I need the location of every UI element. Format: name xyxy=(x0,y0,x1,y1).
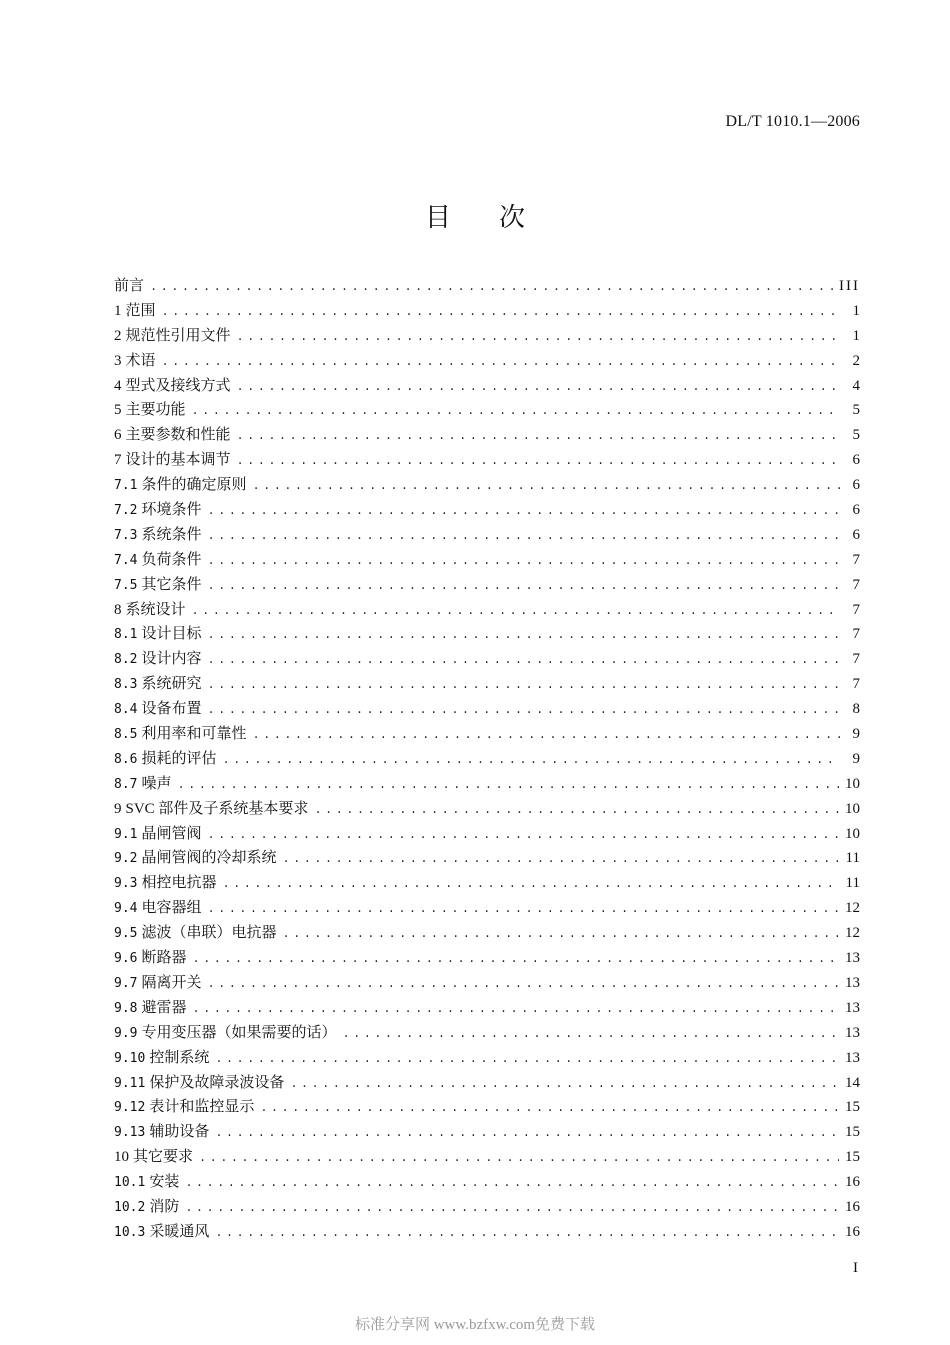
toc-entry[interactable] xyxy=(114,548,860,573)
toc-entry-page: 10 xyxy=(845,800,860,817)
toc-dot-leader xyxy=(208,897,840,922)
toc-dot-leader xyxy=(283,922,840,947)
toc-dot-leader xyxy=(208,524,841,549)
toc-entry-label: SVC 部件及子系统基本要求 xyxy=(125,800,309,817)
toc-entry-page: 1 xyxy=(852,302,860,319)
toc-entry-number: 5 xyxy=(114,402,122,419)
toc-title-char-2: 次 xyxy=(499,203,526,233)
toc-entry-page: 10 xyxy=(845,775,860,792)
toc-entry-number: 7.2 xyxy=(114,503,138,519)
toc-entry-number: 1 xyxy=(114,302,122,319)
toc-entry-label: 电容器组 xyxy=(141,900,202,917)
toc-dot-leader xyxy=(215,1121,839,1146)
toc-entry[interactable] xyxy=(114,598,860,623)
toc-entry-number: 8.5 xyxy=(114,727,138,743)
toc-entry-page: 12 xyxy=(845,900,860,917)
toc-entry[interactable] xyxy=(114,473,860,498)
toc-dot-leader xyxy=(193,947,840,972)
toc-entry-label: 避雷器 xyxy=(141,999,187,1016)
toc-entry[interactable] xyxy=(114,1046,860,1071)
toc-dot-leader xyxy=(208,972,840,997)
toc-dot-leader xyxy=(237,375,840,400)
toc-entry-number: 9.3 xyxy=(114,876,138,892)
toc-entry-label: 保护及故障录波设备 xyxy=(149,1074,285,1091)
toc-entry-number: 9.4 xyxy=(114,901,138,917)
toc-entry[interactable] xyxy=(114,1071,860,1096)
toc-entry-label: 型式及接线方式 xyxy=(125,377,231,394)
toc-entry[interactable] xyxy=(114,797,860,822)
toc-dot-leader xyxy=(208,823,840,848)
toc-entry[interactable] xyxy=(114,896,860,921)
toc-entry-page: 16 xyxy=(845,1174,860,1191)
toc-entry[interactable] xyxy=(114,573,860,598)
toc-entry-label: 其它条件 xyxy=(141,576,202,593)
toc-entry[interactable] xyxy=(114,747,860,772)
toc-entry[interactable] xyxy=(114,971,860,996)
toc-entry-label: 负荷条件 xyxy=(141,551,202,568)
toc-entry[interactable] xyxy=(114,523,860,548)
toc-entry-page: 6 xyxy=(852,502,860,519)
toc-dot-leader xyxy=(253,474,841,499)
toc-entry-label: 设备布置 xyxy=(141,701,202,718)
toc-dot-leader xyxy=(223,748,841,773)
toc-entry-page: III xyxy=(839,278,860,294)
toc-entry-page: 13 xyxy=(845,1049,860,1066)
toc-dot-leader xyxy=(283,847,840,872)
toc-entry-label: 设计内容 xyxy=(141,651,202,668)
toc-dot-leader xyxy=(208,499,841,524)
toc-entry-number: 8.6 xyxy=(114,751,138,767)
toc-entry-page: 6 xyxy=(852,526,860,543)
toc-entry-label: 系统设计 xyxy=(125,601,186,618)
toc-entry-number: 9 xyxy=(114,800,122,817)
toc-entry-label: 滤波（串联）电抗器 xyxy=(141,925,277,942)
toc-entry-number: 9.1 xyxy=(114,826,138,842)
toc-dot-leader xyxy=(237,449,840,474)
toc-entry-page: 11 xyxy=(845,875,860,892)
toc-entry-number: 9.8 xyxy=(114,1000,138,1016)
toc-entry-label: 范围 xyxy=(125,302,156,319)
page-folio: I xyxy=(853,1260,858,1276)
toc-entry-label: 专用变压器（如果需要的话） xyxy=(141,1024,337,1041)
toc-dot-leader xyxy=(185,1171,839,1196)
toc-entry[interactable] xyxy=(114,1170,860,1195)
toc-entry-page: 11 xyxy=(845,850,860,867)
toc-entry[interactable] xyxy=(114,448,860,473)
toc-entry[interactable] xyxy=(114,1195,860,1220)
toc-entry-page: 7 xyxy=(852,551,860,568)
toc-entry-number: 9.5 xyxy=(114,926,138,942)
toc-entry-number: 9.6 xyxy=(114,951,138,967)
toc-dot-leader xyxy=(208,549,841,574)
toc-entry[interactable] xyxy=(114,374,860,399)
toc-entry-number: 9.7 xyxy=(114,975,138,991)
toc-entry-page: 13 xyxy=(845,950,860,967)
toc-dot-leader xyxy=(208,623,841,648)
toc-entry-page: 9 xyxy=(852,726,860,743)
toc-dot-leader xyxy=(208,698,841,723)
toc-entry-label: 晶闸管阀 xyxy=(141,825,202,842)
toc-entry-label: 隔离开关 xyxy=(141,974,202,991)
toc-entry[interactable] xyxy=(114,871,860,896)
toc-entry-label: 术语 xyxy=(125,352,156,369)
toc-entry[interactable] xyxy=(114,274,860,299)
toc-entry-number: 3 xyxy=(114,352,122,369)
toc-entry-page: 14 xyxy=(845,1074,860,1091)
toc-entry-number: 8.4 xyxy=(114,702,138,718)
toc-entry-page: 7 xyxy=(852,676,860,693)
toc-entry-page: 4 xyxy=(852,377,860,394)
toc-entry[interactable] xyxy=(114,672,860,697)
toc-entry-label: 安装 xyxy=(149,1174,180,1191)
toc-entry-label: 相控电抗器 xyxy=(141,875,217,892)
toc-entry-number: 9.13 xyxy=(114,1125,146,1141)
document-code: DL/T 1010.1—2006 xyxy=(725,113,860,130)
toc-entry-page: 6 xyxy=(852,452,860,469)
toc-dot-leader xyxy=(343,1022,840,1047)
toc-entry-number: 9.12 xyxy=(114,1100,146,1116)
toc-entry-label: 系统研究 xyxy=(141,676,202,693)
toc-entry-number: 10.1 xyxy=(114,1175,146,1191)
watermark-text: 标准分享网 www.bzfxw.com免费下载 xyxy=(354,1317,596,1333)
toc-entry[interactable] xyxy=(114,498,860,523)
toc-entry-label: 噪声 xyxy=(141,775,172,792)
toc-entry-number: 6 xyxy=(114,427,122,444)
toc-entry-page: 13 xyxy=(845,1024,860,1041)
toc-entry-number: 9.10 xyxy=(114,1050,146,1066)
toc-entry-number: 8.7 xyxy=(114,776,138,792)
toc-dot-leader xyxy=(199,1146,839,1171)
toc-entry-label: 晶闸管阀的冷却系统 xyxy=(141,850,277,867)
toc-entry[interactable] xyxy=(114,398,860,423)
toc-entry-label: 规范性引用文件 xyxy=(125,327,231,344)
toc-entry[interactable] xyxy=(114,1145,860,1170)
toc-entry-label: 主要功能 xyxy=(125,402,186,419)
toc-dot-leader xyxy=(185,1196,839,1221)
toc-dot-leader xyxy=(150,275,833,300)
toc-entry-label: 前言 xyxy=(114,278,145,294)
toc-entry-page: 2 xyxy=(852,352,860,369)
toc-entry-label: 损耗的评估 xyxy=(141,750,217,767)
toc-entry-number: 8.2 xyxy=(114,652,138,668)
toc-dot-leader xyxy=(178,773,840,798)
toc-dot-leader xyxy=(223,872,840,897)
toc-entry[interactable] xyxy=(114,1120,860,1145)
toc-entry-number: 10.2 xyxy=(114,1199,146,1215)
toc-entry-number: 8 xyxy=(114,601,122,618)
toc-dot-leader xyxy=(260,1096,839,1121)
toc-entry-number: 7.4 xyxy=(114,552,138,568)
toc-dot-leader xyxy=(192,399,840,424)
toc-entry-page: 7 xyxy=(852,601,860,618)
toc-entry-label: 利用率和可靠性 xyxy=(141,726,247,743)
toc-entry-page: 13 xyxy=(845,974,860,991)
toc-dot-leader xyxy=(208,648,841,673)
toc-dot-leader xyxy=(314,798,839,823)
toc-entry[interactable] xyxy=(114,622,860,647)
toc-entry-page: 15 xyxy=(845,1124,860,1141)
toc-entry-number: 10.3 xyxy=(114,1224,146,1240)
toc-entry-page: 5 xyxy=(852,427,860,444)
toc-entry-label: 设计的基本调节 xyxy=(125,452,231,469)
toc-dot-leader xyxy=(162,350,840,375)
toc-entry[interactable] xyxy=(114,772,860,797)
toc-dot-leader xyxy=(253,723,841,748)
toc-entry[interactable] xyxy=(114,1095,860,1120)
toc-entry-number: 4 xyxy=(114,377,122,394)
toc-entry-page: 1 xyxy=(852,327,860,344)
toc-entry-number: 9.2 xyxy=(114,851,138,867)
toc-entry-page: 5 xyxy=(852,402,860,419)
toc-dot-leader xyxy=(193,997,840,1022)
toc-entry-label: 采暖通风 xyxy=(149,1223,210,1240)
toc-entry-number: 7 xyxy=(114,452,122,469)
toc-entry-number: 9.9 xyxy=(114,1025,138,1041)
toc-entry-label: 表计和监控显示 xyxy=(149,1099,255,1116)
toc-entry-page: 7 xyxy=(852,576,860,593)
toc-dot-leader xyxy=(215,1221,839,1246)
toc-dot-leader xyxy=(290,1072,839,1097)
toc-entry-number: 7.1 xyxy=(114,478,138,494)
toc-entry-page: 6 xyxy=(852,477,860,494)
toc-entry[interactable] xyxy=(114,846,860,871)
toc-dot-leader xyxy=(237,424,840,449)
toc-entry-label: 条件的确定原则 xyxy=(141,477,247,494)
toc-entry-page: 13 xyxy=(845,999,860,1016)
toc-entry-label: 消防 xyxy=(149,1198,180,1215)
toc-entry-page: 15 xyxy=(845,1099,860,1116)
toc-entry-page: 15 xyxy=(845,1149,860,1166)
toc-entry-label: 系统条件 xyxy=(141,526,202,543)
toc-entry-label: 主要参数和性能 xyxy=(125,427,231,444)
toc-entry[interactable] xyxy=(114,1021,860,1046)
toc-entry[interactable] xyxy=(114,647,860,672)
toc-dot-leader xyxy=(237,325,840,350)
toc-entry-page: 16 xyxy=(845,1223,860,1240)
toc-entry-number: 8.3 xyxy=(114,677,138,693)
toc-entry-label: 控制系统 xyxy=(149,1049,210,1066)
toc-entry-page: 10 xyxy=(845,825,860,842)
toc-entry-number: 8.1 xyxy=(114,627,138,643)
toc-entry[interactable] xyxy=(114,349,860,374)
toc-entry-number: 2 xyxy=(114,327,122,344)
toc-entry-label: 环境条件 xyxy=(141,502,202,519)
toc-entry-page: 9 xyxy=(852,750,860,767)
toc-entry-page: 7 xyxy=(852,651,860,668)
toc-entry-page: 7 xyxy=(852,626,860,643)
toc-entry-label: 断路器 xyxy=(141,950,187,967)
toc-entry[interactable] xyxy=(114,996,860,1021)
toc-entry-label: 设计目标 xyxy=(141,626,202,643)
toc-entry-label: 其它要求 xyxy=(133,1149,194,1166)
toc-entry[interactable] xyxy=(114,697,860,722)
toc-dot-leader xyxy=(162,300,840,325)
toc-title-char-1: 目 xyxy=(424,203,451,233)
toc-entry[interactable] xyxy=(114,722,860,747)
toc-entry[interactable] xyxy=(114,1220,860,1245)
toc-entry-page: 16 xyxy=(845,1198,860,1215)
toc-entry-page: 8 xyxy=(852,701,860,718)
toc-entry-number: 9.11 xyxy=(114,1075,146,1091)
toc-entry-page: 12 xyxy=(845,925,860,942)
toc-dot-leader xyxy=(208,673,841,698)
toc-dot-leader xyxy=(215,1047,839,1072)
toc-entry-label: 辅助设备 xyxy=(149,1124,210,1141)
toc-dot-leader xyxy=(208,574,841,599)
toc-entry[interactable] xyxy=(114,946,860,971)
toc-title xyxy=(0,197,950,234)
toc-entry-number: 7.5 xyxy=(114,577,138,593)
toc-entry[interactable] xyxy=(114,822,860,847)
toc-entry[interactable] xyxy=(114,921,860,946)
toc-entry-number: 10 xyxy=(114,1149,129,1166)
toc-entry-number: 7.3 xyxy=(114,527,138,543)
toc-entry[interactable] xyxy=(114,299,860,324)
toc-entry[interactable] xyxy=(114,423,860,448)
toc-entry[interactable] xyxy=(114,324,860,349)
table-of-contents xyxy=(114,274,860,1245)
toc-dot-leader xyxy=(192,599,840,624)
